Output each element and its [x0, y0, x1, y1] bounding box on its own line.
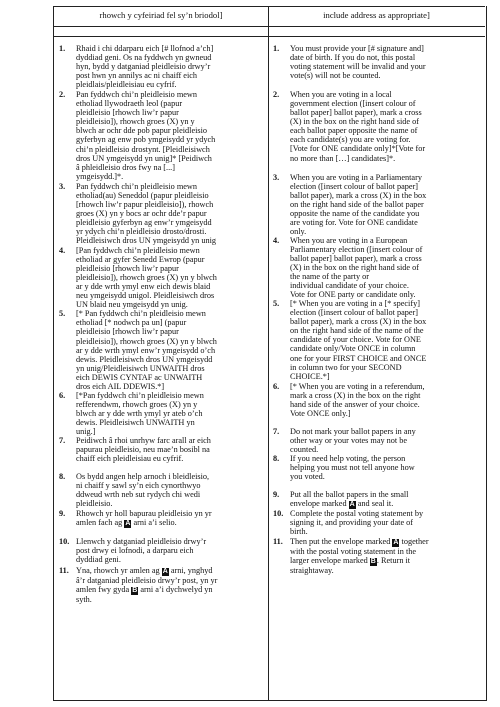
- item-text: [76, 472, 266, 508]
- item-text-line: signing it, and providing your date of: [290, 518, 414, 528]
- item-text-line: dyddiad geni.: [76, 555, 121, 565]
- item-text-line: opposite the name of the candidate you: [290, 208, 420, 218]
- item-text-line: pleidleisio [rhowch liw’r papur: [76, 108, 179, 118]
- item-text-line: [rhowch liw’r papur pleidleisio]), rhowch: [76, 199, 214, 209]
- item-text: [76, 537, 266, 564]
- item-text-line: dyddiad geni. Os na fyddwch yn gwneud: [76, 53, 212, 63]
- item-text-line: pleidleisio.: [76, 499, 113, 509]
- english-instruction-item: [272, 173, 482, 236]
- item-text-line: pleidleisio]), rhowch groes (X) yn y blwch: [76, 273, 217, 283]
- item-text-line: papurau pleidleisio, neu mae’n bosibl na: [76, 445, 210, 455]
- item-text-line: etholiad ar gyfer Senedd Ewrop (papur: [76, 255, 205, 265]
- item-text-line: envelope marked A and seal it.: [290, 499, 394, 509]
- item-text: [76, 309, 266, 390]
- item-number: 2.: [59, 90, 66, 100]
- item-text-line: vote(s) will not be counted.: [290, 71, 381, 81]
- item-text: [290, 173, 482, 236]
- welsh-instruction-item: [58, 509, 266, 528]
- item-text-line: chaiff eich pleidleisiau eu cyfrif.: [76, 454, 184, 464]
- item-number: 9.: [273, 490, 280, 500]
- item-text-line: Parliamentary election ([insert colour of: [290, 244, 423, 254]
- item-text-line: Yna, rhowch yr amlen ag A arni, ynghyd: [76, 565, 213, 575]
- item-text-line: ballot paper), mark a cross (X) in the box: [290, 317, 427, 327]
- item-text-line: one for your FIRST CHOICE and ONCE: [290, 353, 427, 363]
- item-number: 10.: [59, 537, 70, 547]
- item-text-line: candidate of your choice. Vote for ONE: [290, 335, 421, 345]
- item-text-line: other way or your votes may not be: [290, 435, 408, 445]
- item-text: [290, 299, 482, 380]
- item-text-line: syth.: [76, 594, 92, 604]
- item-text-line: Pan fyddwch chi’n pleidleisio mewn: [76, 90, 197, 100]
- item-number: 2.: [273, 90, 280, 100]
- item-number: 3.: [273, 172, 280, 182]
- item-text-line: gyferbyn ag enw pob ymgeisydd yr ydych: [76, 135, 216, 145]
- item-text-line: Do not mark your ballot papers in any: [290, 426, 416, 436]
- item-text: [290, 44, 482, 80]
- english-instruction-item: [272, 427, 482, 454]
- item-text: [290, 90, 482, 162]
- item-text-line: each ballot paper opposite the name of: [290, 126, 418, 136]
- item-text-line: You must provide your [# signature and]: [290, 44, 424, 53]
- item-text-line: â’r datganiad pleidleisio drwy’r post, yn yr: [76, 575, 218, 585]
- item-text-line: blwch ar y dde wrth ymyl yr ateb o’ch: [76, 408, 203, 418]
- item-text-line: When you are voting in a European: [290, 235, 408, 245]
- item-text-line: Vote ONCE only.]: [290, 408, 351, 418]
- table-top-border: [53, 6, 485, 7]
- item-text-line: CHOICE.*]: [290, 371, 330, 381]
- item-text: [76, 436, 266, 463]
- item-text: [290, 236, 482, 299]
- english-instruction-item: [272, 90, 482, 162]
- item-text-line: election ([insert colour of ballot paper]: [290, 181, 419, 191]
- item-text-line: dros eich AIL DDEWIS.*]: [76, 381, 165, 391]
- english-header-cell: include address as appropriate]: [323, 10, 430, 20]
- welsh-instruction-item: [58, 566, 266, 604]
- welsh-header-cell: rhowch y cyfeiriad fel sy’n briodol]: [99, 10, 223, 20]
- english-instruction-item: [272, 236, 482, 299]
- item-text-line: Pan fyddwch chi’n pleidleisio mewn: [76, 181, 197, 191]
- item-text-line: pleidlais/pleidleisiau eu cyfrif.: [76, 80, 177, 90]
- welsh-instructions-column: [58, 44, 266, 604]
- item-text: [76, 391, 266, 436]
- item-text-line: yn unig/Pleidleisiwch UNWAITH dros: [76, 363, 205, 373]
- item-text-line: larger envelope marked B. Return it: [290, 556, 411, 566]
- item-text-line: in column two for your SECOND: [290, 362, 402, 372]
- item-text-line: ni chaiff y sawl sy’n eich cynorthwyo: [76, 481, 201, 491]
- english-instruction-item: [272, 454, 482, 481]
- item-text-line: Put all the ballot papers in the small: [290, 490, 409, 500]
- item-number: 4.: [273, 235, 280, 245]
- item-text: [290, 490, 482, 509]
- english-instruction-item: [272, 490, 482, 509]
- item-text-line: hand side of the answer of your choice.: [290, 399, 420, 409]
- item-text: [76, 246, 266, 309]
- item-text-line: are voting for. Vote for ONE candidate: [290, 217, 418, 227]
- english-instruction-item: [272, 509, 482, 536]
- item-text-line: voting statement will be invalid and your: [290, 62, 426, 72]
- item-number: 1.: [273, 44, 280, 53]
- item-text-line: UN blaid neu ymgeisydd yn unig.: [76, 300, 188, 310]
- envelope-b-marker: B: [370, 558, 376, 566]
- item-text-line: unig.]: [76, 426, 96, 436]
- item-text: [290, 509, 482, 536]
- item-text-line: groes (X) yn y bocs ar ochr dde’r papur: [76, 208, 207, 218]
- item-number: 8.: [273, 453, 280, 463]
- item-number: 3.: [59, 181, 66, 191]
- item-text: [76, 182, 266, 245]
- envelope-a-marker: A: [162, 567, 168, 575]
- item-text-line: pleidleisio [rhowch liw’r papur: [76, 264, 179, 274]
- item-text-line: each candidate(s) you are voting for.: [290, 135, 411, 145]
- item-text-line: etholiad [* nodwch pa un] (papur: [76, 318, 187, 328]
- item-text-line: hyn, bydd y datganiad pleidleisio drwy’r: [76, 62, 211, 72]
- item-text-line: individual candidate of your choice.: [290, 281, 409, 291]
- item-number: 7.: [59, 436, 66, 446]
- header-row-border: [53, 26, 485, 27]
- english-instruction-item: [272, 44, 482, 80]
- item-text-line: Peidiwch â rhoi unrhyw farc arall ar eich: [76, 436, 211, 446]
- item-number: 5.: [59, 309, 66, 319]
- item-text-line: blwch ar ochr dde pob papur pleidleisio: [76, 126, 208, 136]
- item-number: 11.: [273, 537, 283, 547]
- item-text-line: â phleidleisio dros fwy na [...]: [76, 162, 175, 172]
- item-text-line: Complete the postal voting statement by: [290, 509, 424, 519]
- item-text: [290, 454, 482, 481]
- item-text-line: date of birth. If you do not, this postal: [290, 53, 416, 63]
- item-text-line: (X) in the box on the right hand side of: [290, 117, 419, 127]
- item-text-line: eich DEWIS CYNTAF ac UNWAITH: [76, 372, 203, 382]
- item-text-line: dros UN ymgeisydd yn unig]* [Peidiwch: [76, 153, 212, 163]
- welsh-instruction-item: [58, 436, 266, 463]
- item-text-line: ballot paper] ballot paper), mark a cross: [290, 108, 422, 118]
- item-text-line: amlen fwy gyda B arni a’i dychwelyd yn: [76, 584, 213, 594]
- item-text-line: refferendwm, rhowch groes (X) yn y: [76, 399, 198, 409]
- welsh-instruction-item: [58, 90, 266, 180]
- welsh-instruction-item: [58, 182, 266, 245]
- welsh-instruction-item: [58, 391, 266, 436]
- item-text-line: Llenwch y datganiad pleidleisio drwy’r: [76, 537, 207, 547]
- item-text-line: ymgeisydd.]*.: [76, 171, 124, 181]
- item-text-line: Pleidleisiwch dros UN ymgeisydd yn unig: [76, 235, 217, 245]
- item-text-line: [* When you are voting in a referendum,: [290, 381, 425, 391]
- item-text-line: dewis. Pleidleisiwch UNWAITH yn: [76, 417, 195, 427]
- welsh-instruction-list: [58, 44, 266, 604]
- item-text-line: Vote for ONE party or candidate only.: [290, 290, 416, 300]
- item-text-line: yr ydych chi’n pleidleisio drosto/drosti.: [76, 226, 207, 236]
- welsh-instruction-item: [58, 472, 266, 508]
- body-top-border: [53, 36, 485, 37]
- english-instruction-item: [272, 299, 482, 380]
- item-text-line: dewis. Pleidleisiwch dros UN ymgeisydd: [76, 354, 213, 364]
- item-text-line: etholiad(au) Seneddol (papur pleidleisio: [76, 190, 209, 200]
- item-text-line: chi’n pleidleisio drostynt. [Pleidleisiwch: [76, 144, 210, 154]
- item-text-line: ddweud wrth neb sut rydych chi wedi: [76, 490, 201, 500]
- item-text-line: the name of the party or: [290, 272, 370, 282]
- item-text: [290, 537, 482, 575]
- item-number: 11.: [59, 565, 69, 575]
- item-text-line: straightaway.: [290, 566, 334, 576]
- item-text-line: birth.: [290, 527, 308, 537]
- english-instruction-item: [272, 537, 482, 575]
- welsh-instruction-item: [58, 309, 266, 390]
- item-text-line: pleidleisio gyferbyn ag enw’r ymgeisydd: [76, 217, 212, 227]
- item-text: [290, 427, 482, 454]
- item-text-line: post hwn yn annilys ac ni chaiff eich: [76, 71, 198, 81]
- item-text-line: election ([insert colour of ballot paper]: [290, 308, 419, 318]
- item-text: [76, 509, 266, 528]
- item-text-line: Rhowch yr holl bapurau pleidleisio yn yr: [76, 509, 212, 519]
- item-number: 6.: [273, 381, 280, 391]
- item-number: 5.: [273, 299, 280, 309]
- item-number: 10.: [273, 509, 284, 519]
- english-instruction-list: [272, 44, 482, 575]
- item-text-line: pleidleisio]), rhowch groes (X) yn y blwch: [76, 336, 217, 346]
- item-text-line: [* Pan fyddwch chi’n pleidleisio mewn: [76, 309, 206, 319]
- item-text-line: on the right hand side of the name of the: [290, 326, 424, 336]
- envelope-a-marker: A: [349, 501, 355, 509]
- item-text-line: amlen fach ag A arni a’i selio.: [76, 518, 177, 528]
- item-text-line: Rhaid i chi ddarparu eich [# llofnod a’ch]: [76, 44, 214, 53]
- item-text-line: (X) in the box on the right hand side of: [290, 263, 419, 273]
- item-text: [290, 382, 482, 418]
- item-text-line: [*Pan fyddwch chi’n pleidleisio mewn: [76, 390, 204, 400]
- item-text-line: counted.: [290, 444, 319, 454]
- welsh-instruction-item: [58, 537, 266, 564]
- item-text-line: government election ([insert colour of: [290, 99, 416, 109]
- welsh-instruction-item: [58, 44, 266, 89]
- item-text-line: only.: [290, 226, 307, 236]
- envelope-b-marker: B: [132, 586, 138, 594]
- item-text-line: post drwy ei lofnodi, a darparu eich: [76, 546, 194, 556]
- item-text-line: Then put the envelope marked A together: [290, 537, 429, 547]
- item-text-line: on the right hand side of the ballot paper: [290, 199, 424, 209]
- item-number: 7.: [273, 426, 280, 436]
- item-text-line: no more than […] candidates]*.: [290, 153, 396, 163]
- item-text-line: etholiad llywodraeth leol (papur: [76, 99, 183, 109]
- item-text-line: [Vote for ONE candidate only]*[Vote for: [290, 144, 426, 154]
- envelope-a-marker: A: [393, 539, 399, 547]
- item-text-line: pleidleisio [rhowch liw’r papur: [76, 327, 179, 337]
- english-instructions-column: [272, 44, 482, 575]
- envelope-a-marker: A: [125, 520, 131, 528]
- item-text-line: mark a cross (X) in the box on the right: [290, 390, 421, 400]
- item-text-line: ballot paper), mark a cross (X) in the box: [290, 190, 427, 200]
- item-number: 6.: [59, 390, 66, 400]
- item-text: [76, 90, 266, 180]
- item-text-line: When you are voting in a local: [290, 90, 392, 100]
- item-number: 1.: [59, 44, 66, 53]
- english-instruction-item: [272, 382, 482, 418]
- item-text-line: Os bydd angen help arnoch i bleidleisio,: [76, 472, 210, 482]
- item-text: [76, 566, 266, 604]
- item-text-line: [* When you are voting in a [* specify]: [290, 299, 420, 309]
- welsh-instruction-item: [58, 246, 266, 309]
- item-text-line: When you are voting in a Parliamentary: [290, 172, 422, 182]
- item-text-line: neu ymgeisydd unigol. Pleidleisiwch dros: [76, 291, 215, 301]
- item-text-line: [Pan fyddwch chi’n pleidleisio mewn: [76, 246, 200, 256]
- item-text-line: helping you must not tell anyone how: [290, 463, 415, 473]
- item-text-line: ar y dde wrth ymyl enw eich dewis blaid: [76, 282, 211, 292]
- item-text-line: ar y dde wrth ymyl enw’r ymgeisydd o’ch: [76, 345, 216, 355]
- item-text-line: you voted.: [290, 472, 325, 482]
- item-text: [76, 44, 266, 89]
- item-text-line: ballot paper] ballot paper), mark a cross: [290, 253, 422, 263]
- item-text-line: candidate only/Vote ONCE in column: [290, 344, 416, 354]
- column-divider: [268, 6, 269, 700]
- item-number: 8.: [59, 472, 66, 482]
- item-number: 4.: [59, 246, 66, 256]
- item-text-line: pleidleisio]), rhowch groes (X) yn y: [76, 117, 195, 127]
- item-text-line: If you need help voting, the person: [290, 453, 406, 463]
- item-number: 9.: [59, 509, 66, 519]
- item-text-line: with the postal voting statement in the: [290, 547, 417, 557]
